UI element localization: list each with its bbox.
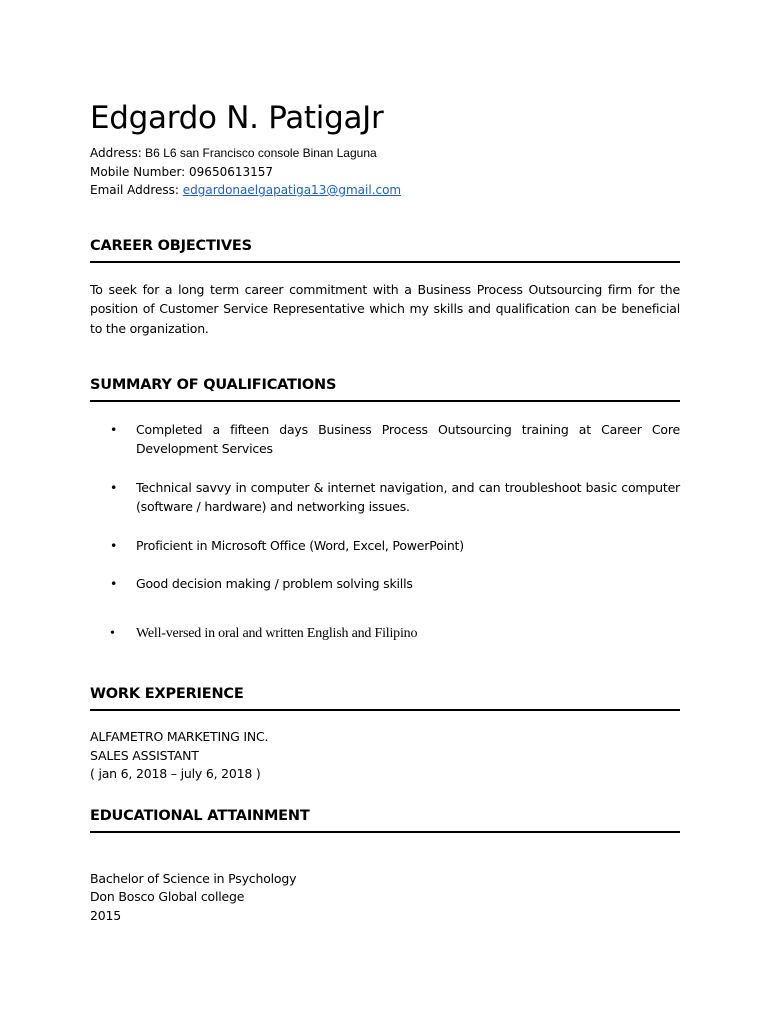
qualifications-list xyxy=(90,420,680,643)
job-position: SALES ASSISTANT xyxy=(90,747,199,763)
bullet-marker: • xyxy=(110,626,115,641)
qualifications-title: SUMMARY OF QUALIFICATIONS xyxy=(90,375,680,402)
applicant-name: Edgardo N. PatigaJr xyxy=(90,100,384,136)
degree: Bachelor of Science in Psychology xyxy=(90,870,297,886)
email-link[interactable]: edgardonaelgapatiga13@gmail.com xyxy=(182,183,402,197)
qualification-text: Technical savvy in computer & internet navigation, and can troubleshoot basic computer (software / hardware) and networking issues. xyxy=(136,480,680,514)
mobile-label: Mobile Number: xyxy=(90,164,186,179)
email-label: Email Address: xyxy=(90,183,179,197)
list-item xyxy=(90,478,680,516)
bullet-marker: • xyxy=(110,538,118,553)
email-line xyxy=(90,181,680,200)
list-item xyxy=(90,536,680,555)
work-experience-section xyxy=(90,684,680,784)
graduation-year: 2015 xyxy=(90,907,122,923)
career-objectives-section xyxy=(90,236,680,339)
qualification-text: Proficient in Microsoft Office (Word, Excel, PowerPoint) xyxy=(136,538,464,553)
qualification-text: Well-versed in oral and written English and Filipino xyxy=(136,626,418,641)
bullet-marker: • xyxy=(110,480,118,495)
employment-dates: ( jan 6, 2018 – july 6, 2018 ) xyxy=(90,766,261,781)
list-item xyxy=(90,574,680,593)
resume-page xyxy=(90,96,680,925)
qualifications-section xyxy=(90,375,680,643)
mobile-value: 09650613157 xyxy=(185,164,274,179)
list-item xyxy=(90,420,680,458)
company-name: ALFAMETRO MARKETING INC. xyxy=(90,729,269,744)
career-objectives-title: CAREER OBJECTIVES xyxy=(90,236,680,263)
career-objectives-text: To seek for a long term career commitment with a Business Process Outsourcing firm for the position of Customer Service Representative which my skills and qualification can be beneficial to the organization. xyxy=(90,281,680,336)
education-title: EDUCATIONAL ATTAINMENT xyxy=(90,806,680,833)
address-value: B6 L6 san Francisco console Binan Laguna xyxy=(141,146,377,160)
qualification-text: Completed a fifteen days Business Process Outsourcing training at Career Core Development Services xyxy=(136,422,680,456)
list-item xyxy=(90,624,680,643)
work-experience-title: WORK EXPERIENCE xyxy=(90,684,680,711)
address-line xyxy=(90,144,680,163)
school-name: Don Bosco Global college xyxy=(90,889,245,904)
address-label: Address: xyxy=(90,146,142,160)
bullet-marker: • xyxy=(110,422,118,437)
education-section xyxy=(90,806,680,926)
qualification-text: Good decision making / problem solving skills xyxy=(136,576,413,591)
mobile-line xyxy=(90,163,680,182)
bullet-marker: • xyxy=(110,576,118,591)
